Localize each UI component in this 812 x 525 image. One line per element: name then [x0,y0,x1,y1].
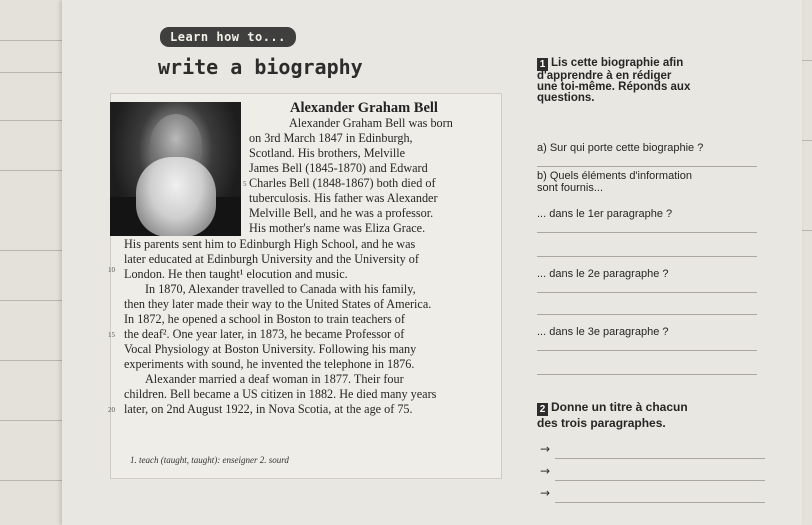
answer-line[interactable] [537,374,757,375]
portrait-photo [110,102,241,236]
instruction-line: questions. [537,92,595,104]
line-number: 5 [243,180,247,188]
question-paragraph-3: ... dans le 3e paragraphe ? [537,326,669,338]
text-line: then they later made their way to the United States of America. [124,297,432,311]
text-line: tuberculosis. His father was Alexander [249,191,438,205]
line-number: 20 [108,406,115,414]
text-line: Alexander married a deaf woman in 1877. Their four [145,372,404,386]
answer-line[interactable] [537,292,757,293]
text-line: His parents sent him to Edinburgh High School, and he was [124,237,416,251]
text-line: His mother's name was Eliza Grace. [249,221,426,235]
answer-line[interactable] [537,256,757,257]
text-line: on 3rd March 1847 in Edinburgh, [249,131,413,145]
instruction-line: Lis cette biographie afin [551,57,684,69]
question-paragraph-2: ... dans le 2e paragraphe ? [537,268,669,280]
text-line: Vocal Physiology at Boston University. Following his many [124,342,417,356]
question-paragraph-1: ... dans le 1er paragraphe ? [537,208,673,220]
exercise-number-badge: 2 [537,403,548,416]
text-line: Melville Bell, and he was a professor. [249,206,434,220]
answer-line[interactable] [537,232,757,233]
text-line: children. Bell became a US citizen in 1882. He died many years [124,387,437,401]
text-line: London. He then taught¹ elocution and music. [124,267,348,281]
exercise-number-badge: 1 [537,58,548,71]
biography-title: Alexander Graham Bell [290,100,438,116]
instruction-line: Donne un titre à chacun [551,400,688,414]
answer-line[interactable] [537,166,757,167]
footnote: 1. teach (taught, taught): enseigner 2. sourd [130,455,289,465]
text-line: experiments with sound, he invented the telephone in 1876. [124,357,415,371]
answer-line[interactable] [537,314,757,315]
text-line: James Bell (1845-1870) and Edward [249,161,428,175]
question-b-line1: b) Quels éléments d'information [537,170,692,182]
answer-line[interactable] [555,480,765,481]
arrow-icon: → [540,464,551,478]
text-line: Alexander Graham Bell was born [289,116,453,130]
text-line: In 1870, Alexander travelled to Canada with his family, [145,282,416,296]
line-number: 10 [108,266,115,274]
arrow-icon: → [540,442,551,456]
line-number: 15 [108,331,115,339]
text-line: the deaf². One year later, in 1873, he became Professor of [124,327,405,341]
instruction-line: d'apprendre à en rédiger [537,70,672,82]
question-a: a) Sur qui porte cette biographie ? [537,142,704,154]
answer-line[interactable] [555,502,765,503]
exercise-1-instruction [537,58,690,104]
answer-line[interactable] [555,458,765,459]
text-line: later, on 2nd August 1922, in Nova Scotia, at the age of 75. [124,402,413,416]
exercise-2-instruction [537,400,688,430]
text-line: Charles Bell (1848-1867) both died of [249,176,436,190]
question-b-line2: sont fournis... [537,182,604,194]
text-line: later educated at Edinburgh University and the University of [124,252,419,266]
learn-how-badge: Learn how to... [160,27,296,47]
portrait-beard [136,157,216,236]
instruction-line: des trois paragraphes. [537,416,666,430]
arrow-icon: → [540,486,551,500]
text-line: In 1872, he opened a school in Boston to train teachers of [124,312,405,326]
section-title: write a biography [158,55,363,79]
instruction-line: une toi-même. Réponds aux [537,81,691,93]
text-line: Scotland. His brothers, Melville [249,146,406,160]
answer-line[interactable] [537,350,757,351]
